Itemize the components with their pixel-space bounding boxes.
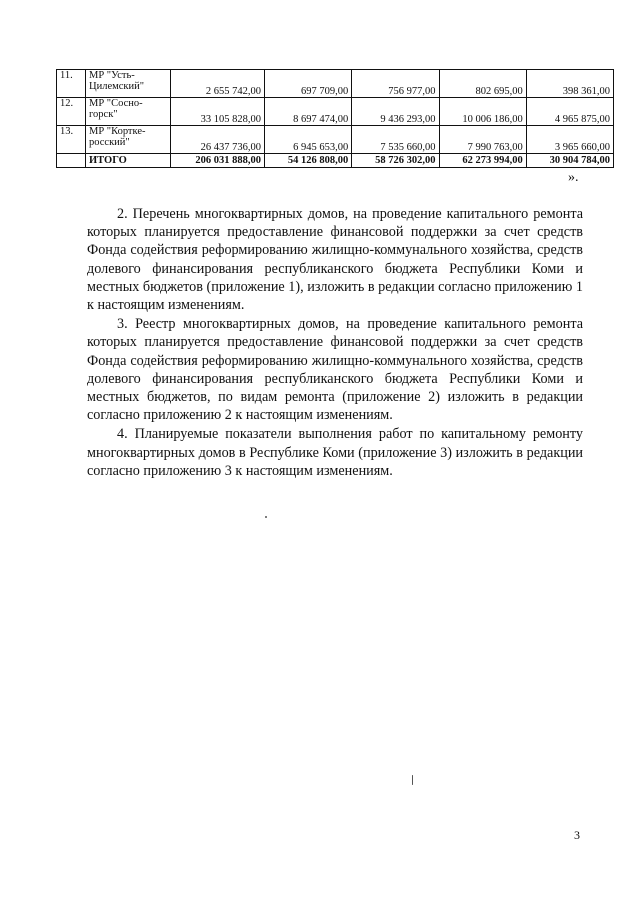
value-cell: 4 965 875,00 <box>526 98 613 126</box>
paragraph-4: 4. Планируемые показатели выполнения работ по капитальному ремонту многоквартирных домов в Республике Коми (приложение 3) изложить в редакции согласно приложению 3 к настоящим изменениям. <box>87 426 583 479</box>
row-index: 11. <box>57 70 86 98</box>
value-cell: 697 709,00 <box>265 70 352 98</box>
value-cell: 33 105 828,00 <box>171 98 265 126</box>
municipality-name-text: МР "Сосно-горск" <box>89 98 143 120</box>
municipality-name <box>86 70 171 98</box>
row-index: 13. <box>57 126 86 154</box>
amendment-text <box>87 205 583 481</box>
total-value-cell: 58 726 302,00 <box>352 154 439 168</box>
value-cell: 6 945 653,00 <box>265 126 352 154</box>
total-value-cell: 54 126 808,00 <box>265 154 352 168</box>
municipality-name-text: МР "Кортке-росский" <box>89 126 146 148</box>
municipality-name <box>86 98 171 126</box>
scan-speck <box>412 775 413 785</box>
total-label: ИТОГО <box>86 154 171 168</box>
value-cell: 398 361,00 <box>526 70 613 98</box>
budget-table <box>56 69 614 168</box>
total-index-cell <box>57 154 86 168</box>
row-index: 12. <box>57 98 86 126</box>
total-row <box>57 154 614 168</box>
table-row <box>57 126 614 154</box>
total-value-cell: 62 273 994,00 <box>439 154 526 168</box>
value-cell: 756 977,00 <box>352 70 439 98</box>
municipality-name <box>86 126 171 154</box>
closing-quote-mark: ». <box>568 170 579 185</box>
value-cell: 2 655 742,00 <box>171 70 265 98</box>
value-cell: 9 436 293,00 <box>352 98 439 126</box>
paragraph-2: 2. Перечень многоквартирных домов, на проведение капитального ремонта которых планируется предоставление финансовой поддержки за счет средств Фонда содействия реформированию жилищно-коммунального хозяйства, средств долевого финансирования республиканского бюджета Республики Коми и местных бюджетов (приложение 1), изложить в редакции согласно приложению 1 к настоящим изменениям. <box>87 206 583 314</box>
table-row <box>57 70 614 98</box>
value-cell: 7 535 660,00 <box>352 126 439 154</box>
total-value-cell: 30 904 784,00 <box>526 154 613 168</box>
value-cell: 7 990 763,00 <box>439 126 526 154</box>
total-value-cell: 206 031 888,00 <box>171 154 265 168</box>
value-cell: 3 965 660,00 <box>526 126 613 154</box>
value-cell: 10 006 186,00 <box>439 98 526 126</box>
table-row <box>57 98 614 126</box>
value-cell: 802 695,00 <box>439 70 526 98</box>
page-number: 3 <box>574 828 580 842</box>
municipality-name-text: МР "Усть-Цилемский" <box>89 70 145 92</box>
value-cell: 8 697 474,00 <box>265 98 352 126</box>
paragraph-3: 3. Реестр многоквартирных домов, на проведение капитального ремонта которых планируется предоставление финансовой поддержки за счет средств Фонда содействия реформированию жилищно-коммунального хозяйства, средств долевого финансирования республиканского бюджета Республики Коми и местных бюджетов, по видам ремонта (приложение 2) изложить в редакции согласно приложению 2 к настоящим изменениям. <box>87 316 583 424</box>
scan-speck <box>265 516 267 518</box>
value-cell: 26 437 736,00 <box>171 126 265 154</box>
